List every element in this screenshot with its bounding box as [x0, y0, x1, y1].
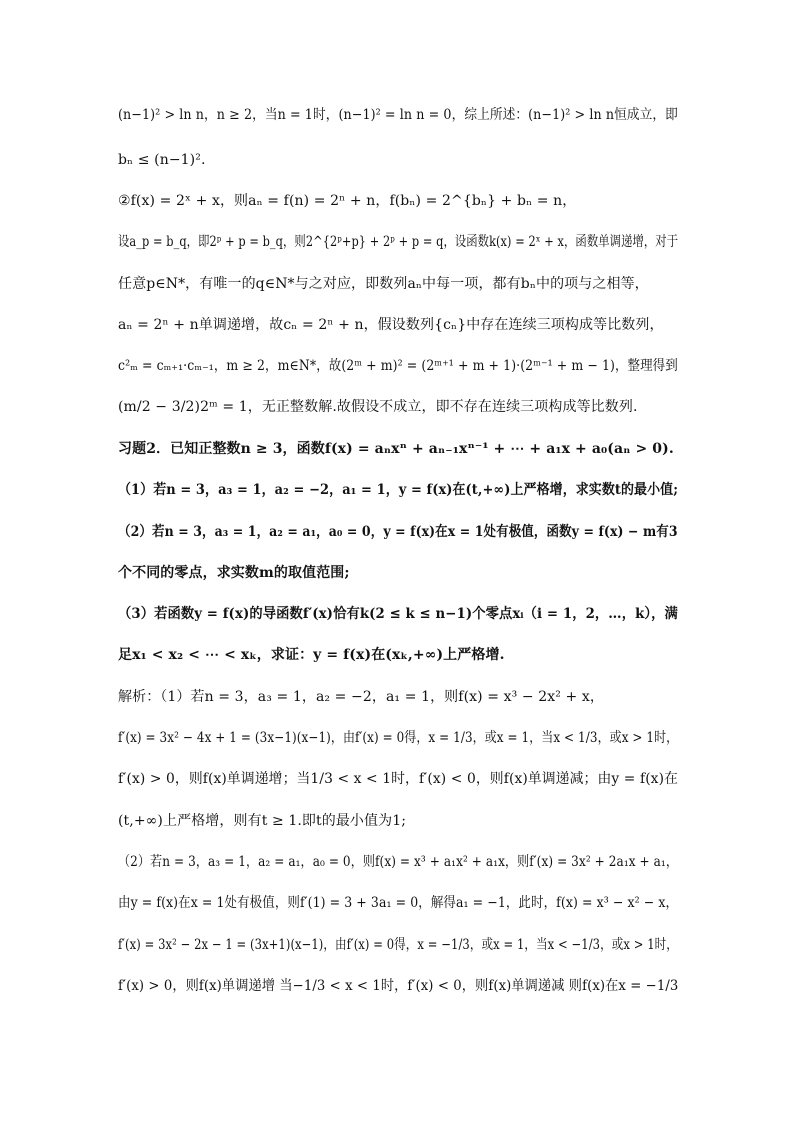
solution-line-3: f′(x) > 0，则f(x)单调递增；当1/3 < x < 1时，f′(x) < 0，则f(x)单调递减；由y = f(x)在 [118, 771, 679, 787]
solution-line-1: 解析：（1）若n = 3，a₃ = 1，a₂ = −2，a₁ = 1，则f(x) = x³ − 2x² + x， [118, 689, 604, 705]
proof-line-5: 任意p∈N*，有唯一的q∈N*与之对应，即数列aₙ中每一项，都有bₙ中的项与之相等， [118, 276, 649, 292]
proof-line-4: 设a_p = b_q，即2ᵖ + p = b_q，则2^{2ᵖ+p} + 2ᵖ + p = q，设函数k(x) = 2ˣ + x，函数单调递增，对于 [118, 234, 679, 250]
question-2-line-2: 个不同的零点，求实数m的取值范围; [118, 565, 350, 581]
solution-line-2: f′(x) = 3x² − 4x + 1 = (3x−1)(x−1)，由f′(x) = 0得，x = 1/3，或x = 1，当x < 1/3，或x > 1时， [118, 730, 679, 746]
proof-line-1: (n−1)² > ln n，n ≥ 2，当n = 1时，(n−1)² = ln n = 0，综上所述：(n−1)² > ln n恒成立，即 [118, 107, 678, 123]
question-1-line: （1）若n = 3，a₃ = 1，a₂ = −2，a₁ = 1，y = f(x)在(t,+∞)上严格增，求实数t的最小值; [118, 482, 679, 498]
solution-line-7: f′(x) = 3x² − 2x − 1 = (3x+1)(x−1)，由f′(x) = 0得，x = −1/3，或x = 1，当x < −1/3，或x > 1时， [118, 937, 678, 953]
solution-line-4: (t,+∞)上严格增，则有t ≥ 1.即t的最小值为1; [118, 813, 407, 829]
exercise-heading: 习题2．已知正整数n ≥ 3，函数f(x) = aₙxⁿ + aₙ₋₁xⁿ⁻¹ + ⋯ + a₁x + a₀(aₙ > 0). [118, 441, 674, 457]
question-2-line-1: （2）若n = 3，a₃ = 1，a₂ = a₁，a₀ = 0，y = f(x)在x = 1处有极值，函数y = f(x) − m有3 [118, 524, 678, 540]
proof-line-8: (m/2 − 3/2)2ᵐ = 1，无正整数解.故假设不成立，即不存在连续三项构成等比数列. [118, 399, 638, 415]
solution-line-6: 由y = f(x)在x = 1处有极值，则f′(1) = 3 + 3a₁ = 0，解得a₁ = −1，此时，f(x) = x³ − x² − x， [118, 895, 679, 911]
question-3-line-2: 足x₁ < x₂ < ⋯ < xₖ，求证：y = f(x)在(xₖ,+∞)上严格增. [118, 647, 505, 663]
proof-line-7: c²ₘ = cₘ₊₁·cₘ₋₁，m ≥ 2，m∈N*，故(2ᵐ + m)² = (2ᵐ⁺¹ + m + 1)·(2ᵐ⁻¹ + m − 1)，整理得到 [118, 358, 678, 374]
solution-line-8: f′(x) > 0，则f(x)单调递增 当−1/3 < x < 1时，f′(x) < 0，则f(x)单调递减 则f(x)在x = −1/3 [118, 978, 679, 994]
proof-line-6: aₙ = 2ⁿ + n单调递增，故cₙ = 2ⁿ + n，假设数列{cₙ}中存在连续三项构成等比数列， [118, 317, 664, 333]
proof-line-3: ②f(x) = 2ˣ + x，则aₙ = f(n) = 2ⁿ + n，f(bₙ) = 2^{bₙ} + bₙ = n， [118, 193, 577, 209]
question-3-line-1: （3）若函数y = f(x)的导函数f′(x)恰有k(2 ≤ k ≤ n−1)个零点xᵢ（i = 1，2，…，k），满 [118, 606, 678, 622]
proof-line-2: bₙ ≤ (n−1)². [118, 152, 206, 168]
solution-line-5: （2）若n = 3，a₃ = 1，a₂ = a₁，a₀ = 0，则f(x) = x³ + a₁x² + a₁x，则f′(x) = 3x² + 2a₁x + a₁， [118, 854, 679, 870]
